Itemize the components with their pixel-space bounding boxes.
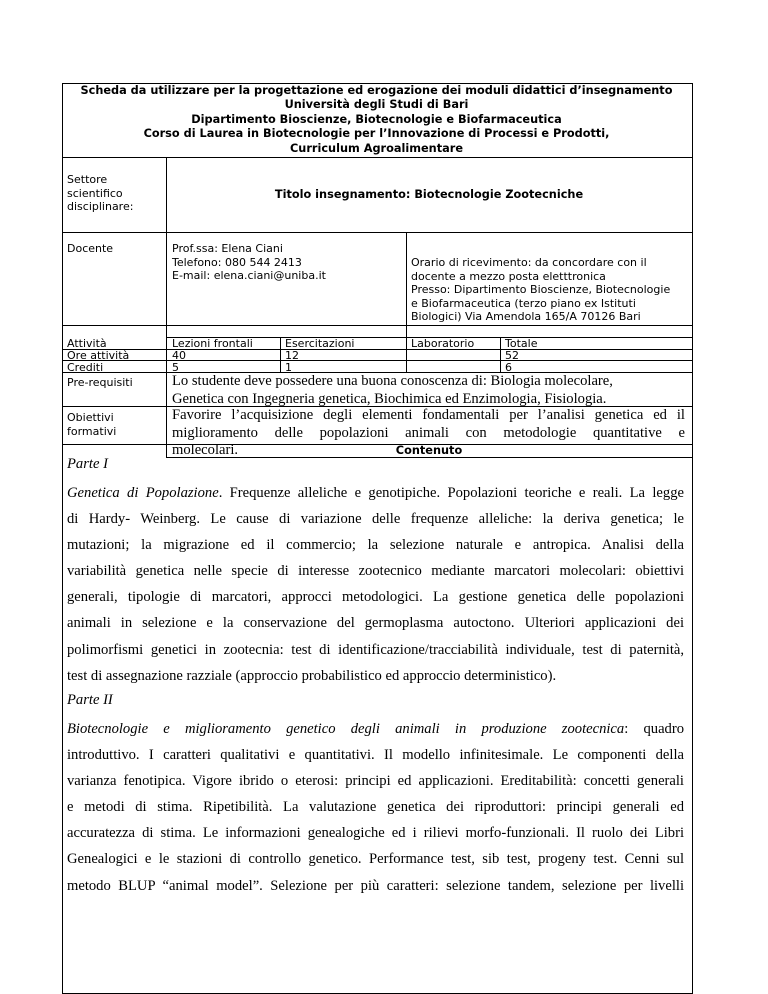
divider — [62, 157, 692, 158]
activity-row-labels: Attività Ore attività Crediti — [67, 337, 130, 374]
parte2-text: Biotecnologie e miglioramento genetico degli animali in produzione zootecnica: quadro introduttivo. I caratteri qualitativi e quantitativi. Il modello infinitesimale. Le componenti della varianza fenotipica. Vigore ibrido o eterosi: principi ed applicazioni. Ereditabilità: concetti generali e metodi di stima. Ripetibilità. La valutazione genetica dei riproduttori: principi generali ed accuratezza di stima. Le informazioni genealogiche ed i rilievi morfo-funzionali. Il ruolo dei Libri Genealogici e le stazioni di controllo genetico. Performance test, sib test, progeny test. Cenni sul metodo BLUP “animal model”. Selezione per più caratteri: selezione tandem, selezione per livelli — [67, 721, 685, 894]
divider — [62, 349, 692, 350]
column-divider — [500, 337, 501, 372]
university-name: Università degli Studi di Bari — [284, 98, 469, 111]
column-divider — [406, 232, 407, 372]
prerequisiti-label: Pre-requisiti — [67, 376, 133, 389]
course-title: Titolo insegnamento: Biotecnologie Zootecniche — [274, 188, 584, 201]
divider — [62, 325, 692, 326]
col-laboratorio: Laboratorio — [411, 337, 475, 350]
col-esercitazioni: Esercitazioni 12 1 — [285, 337, 355, 374]
parte1-text: Genetica di Popolazione. Frequenze alleliche e genotipiche. Popolazioni teoriche e reali. La legge di Hardy- Weinberg. Le cause di variazione delle frequenze alleliche: la deriva genetica; le mutazioni; la migrazione ed il commercio; la selezione naturale e antropica. Analisi della variabilità genetica nelle specie di interesse zootecnico mediante marcatori molecolari: obiettivi generali, tipologie di marcatori, approcci metodologici. La gestione genetica delle popolazioni animali in selezione e la conservazione del germoplasma autoctono. Ulteriori applicazioni dei polimorfismi genetici in zootecnia: test di identificazione/tracciabilità individuale, test di paternità, test di assegnazione razziale (approccio probabilistico ed approccio deterministico). — [67, 485, 684, 684]
divider — [62, 360, 692, 361]
parte1-title: Parte I — [67, 456, 108, 472]
obiettivi-label: Obiettivi formativi — [67, 411, 117, 438]
obiettivi-text: Favorire l’acquisizione degli elementi fondamentali per l’analisi genetica ed il miglioramento delle popolazioni animali con metodologie quantitative e molecolari. — [172, 407, 685, 459]
contenuto-heading: Contenuto — [395, 444, 463, 457]
department-name: Dipartimento Bioscienze, Biotecnologie e Biofarmaceutica — [191, 113, 562, 126]
docente-label: Docente — [67, 242, 114, 255]
prerequisiti-text: Lo studente deve possedere una buona conoscenza di: Biologia molecolare, Genetica con Ingegneria genetica, Biochimica ed Enzimologia, Fisiologia. — [172, 373, 613, 407]
parte2-title: Parte II — [67, 692, 113, 708]
col-lezioni-frontali: Lezioni frontali 40 5 — [172, 337, 253, 374]
header-line: Scheda da utilizzare per la progettazione ed erogazione dei moduli didattici d’insegnamento — [80, 84, 673, 97]
column-divider — [166, 157, 167, 457]
degree-course: Corso di Laurea in Biotecnologie per l’Innovazione di Processi e Prodotti, — [143, 127, 610, 140]
divider — [62, 232, 692, 233]
settore-label: Settore scientifico disciplinare: — [67, 173, 134, 213]
docente-info: Prof.ssa: Elena Ciani Telefono: 080 544 2413 E-mail: elena.ciani@uniba.it — [172, 242, 326, 282]
col-totale: Totale 52 6 — [505, 337, 538, 374]
parte1-topic: Genetica di Popolazione — [67, 485, 219, 501]
orario-ricevimento: Orario di ricevimento: da concordare con il docente a mezzo posta eletttronica Presso: Dipartimento Bioscienze, Biotecnologie e Biofarmaceutica (terzo piano ex Istituti Biologici) Via Amendola 165/A 70126 Bari — [411, 256, 671, 323]
curriculum: Curriculum Agroalimentare — [290, 142, 463, 155]
column-divider — [280, 337, 281, 372]
parte2-topic: Biotecnologie e miglioramento genetico degli animali in produzione zootecnica — [67, 721, 625, 737]
